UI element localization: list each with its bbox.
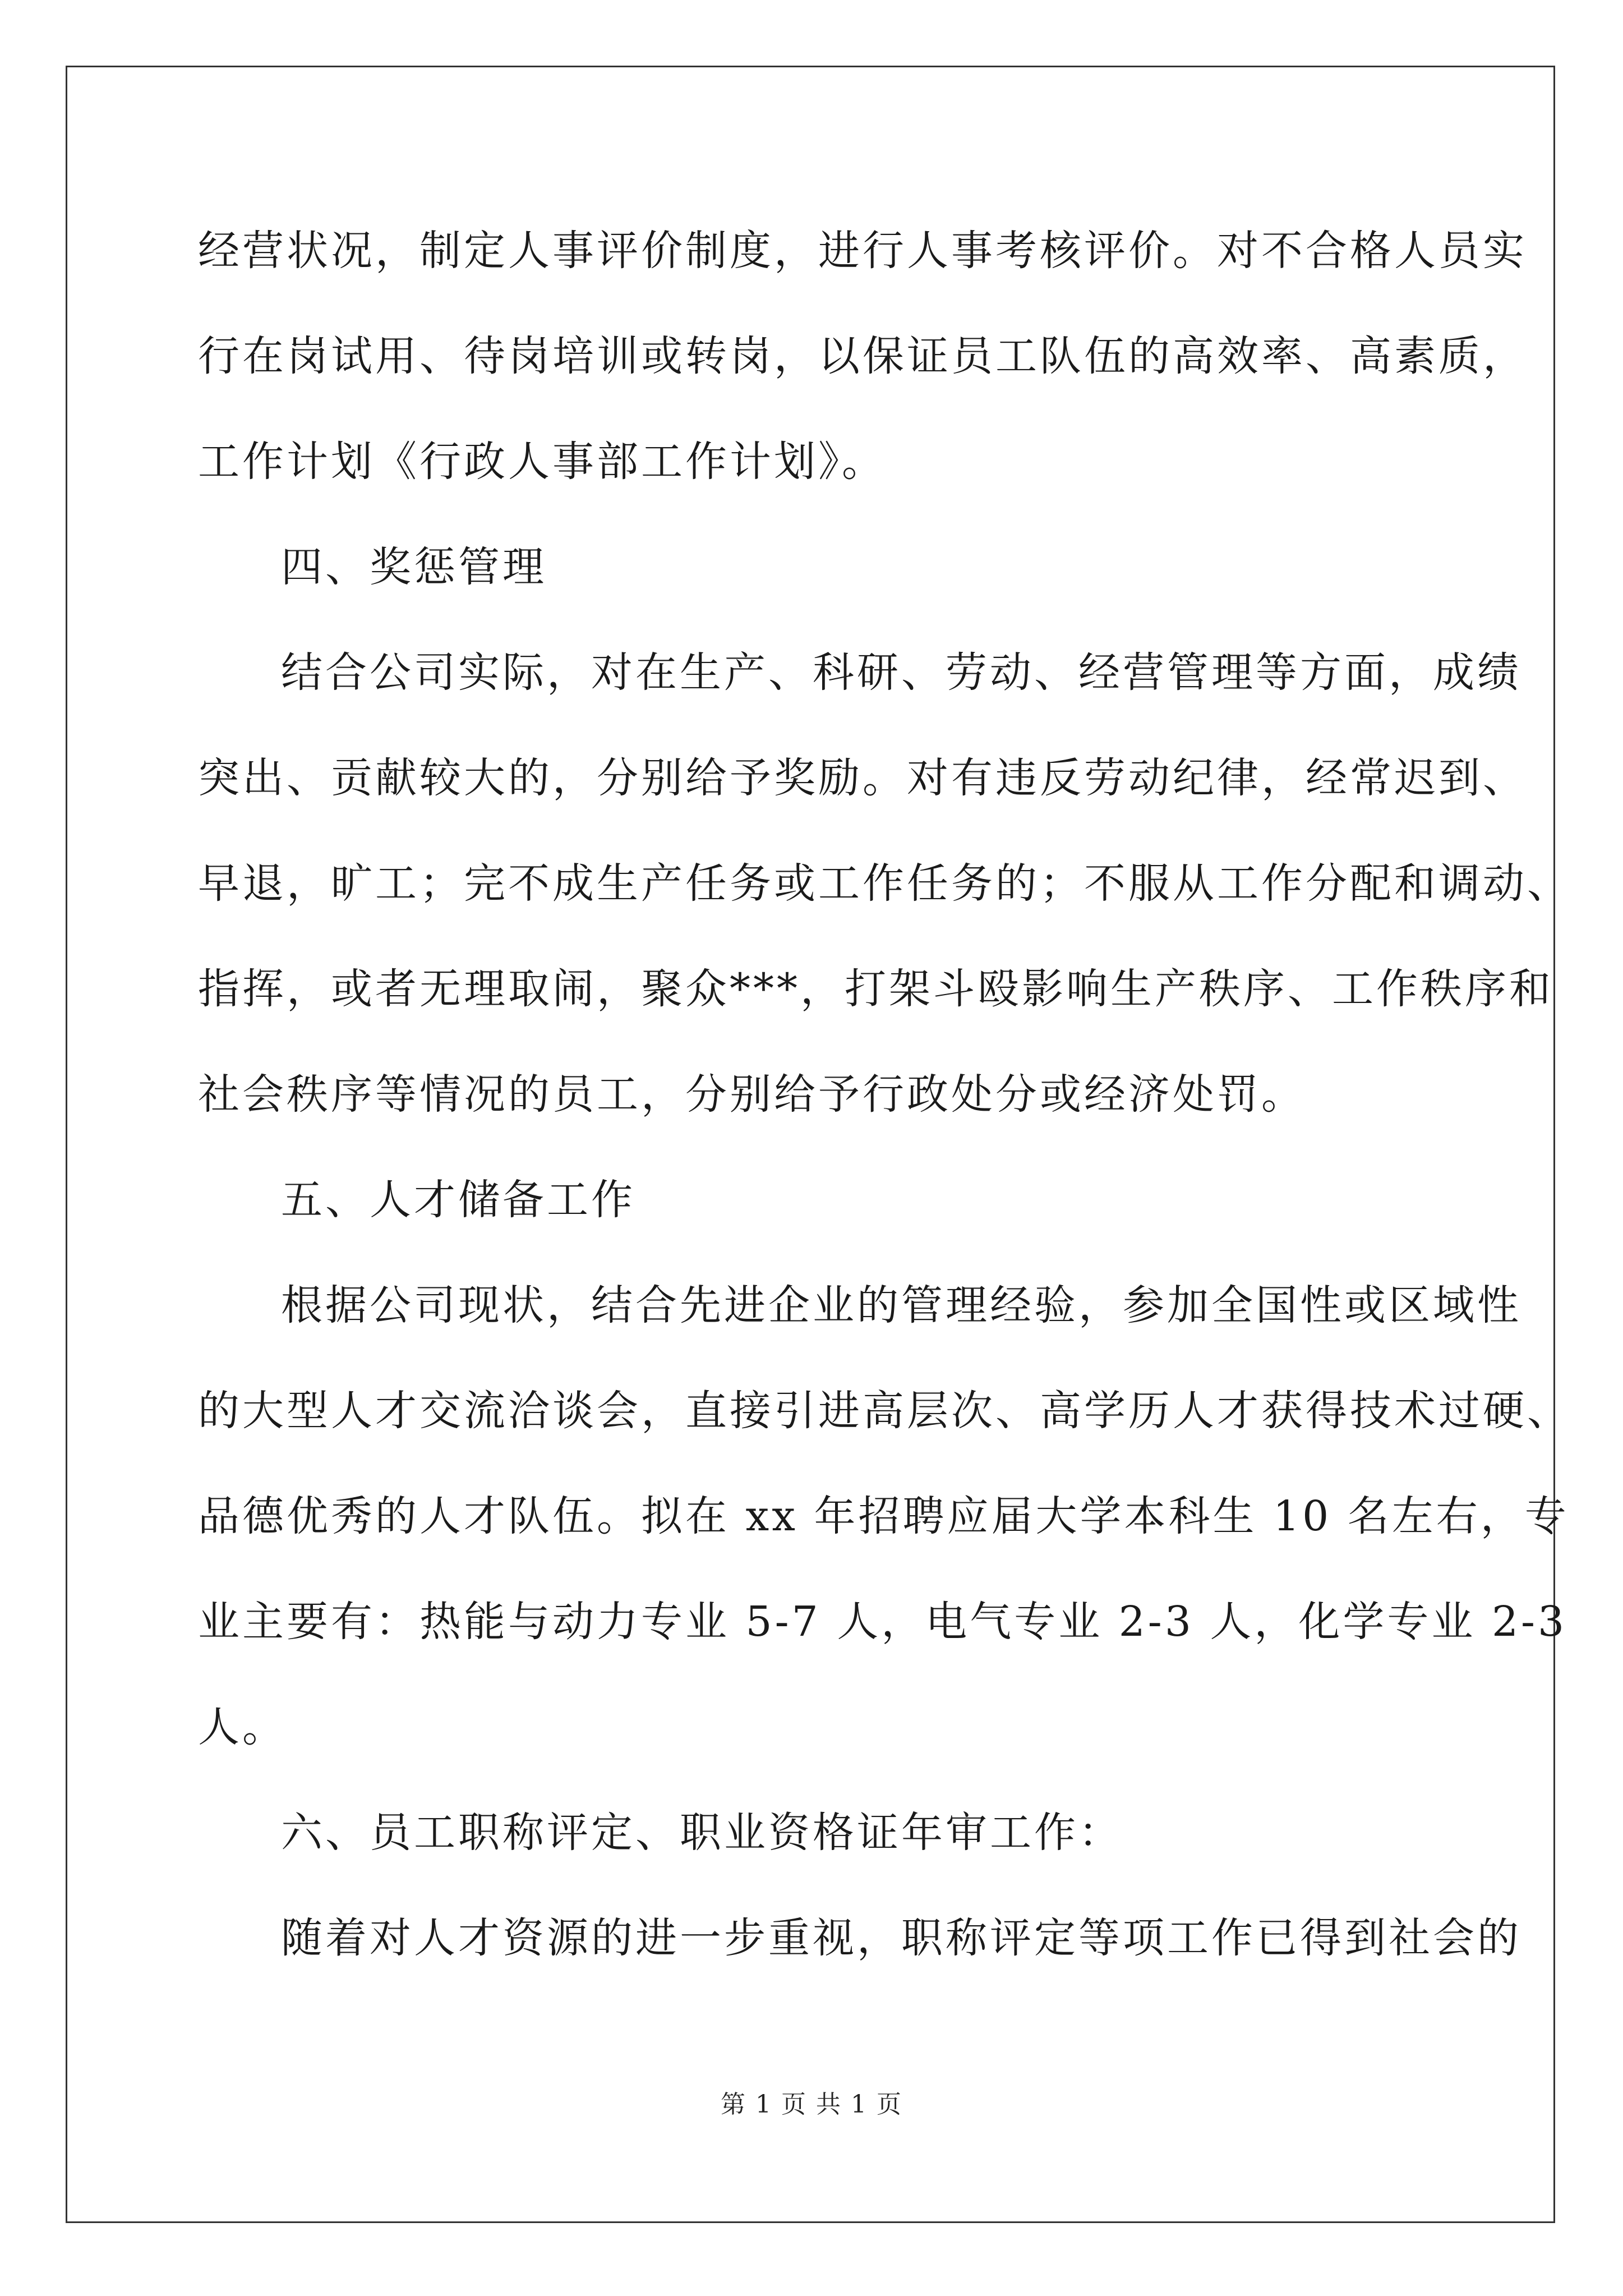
page-number-footer: 第 1 页 共 1 页 <box>721 2090 902 2119</box>
text-line: 突出、贡献较大的，分别给予奖励。对有违反劳动纪律，经常迟到、 <box>198 754 1527 802</box>
text-line: 行在岗试用、待岗培训或转岗，以保证员工队伍的高效率、高素质， <box>198 332 1527 380</box>
text-line: 人。 <box>198 1703 287 1751</box>
section-heading-4: 四、奖惩管理 <box>281 543 547 591</box>
text-line: 根据公司现状，结合先进企业的管理经验，参加全国性或区域性 <box>281 1281 1521 1329</box>
text-line: 的大型人才交流洽谈会，直接引进高层次、高学历人才获得技术过硬、 <box>198 1387 1571 1435</box>
text-line: 经营状况，制定人事评价制度，进行人事考核评价。对不合格人员实 <box>198 227 1527 275</box>
text-line: 社会秩序等情况的员工，分别给予行政处分或经济处罚。 <box>198 1070 1306 1119</box>
text-line: 结合公司实际，对在生产、科研、劳动、经营管理等方面，成绩 <box>281 648 1521 697</box>
text-line: 品德优秀的人才队伍。拟在 xx 年招聘应届大学本科生 10 名左右，专 <box>198 1492 1569 1540</box>
text-line: 随着对人才资源的进一步重视，职称评定等项工作已得到社会的 <box>281 1914 1521 1962</box>
text-line: 工作计划《行政人事部工作计划》。 <box>198 438 886 486</box>
text-line: 指挥，或者无理取闹，聚众***，打架斗殴影响生产秩序、工作秩序和 <box>198 965 1553 1013</box>
text-line: 业主要有：热能与动力专业 5-7 人，电气专业 2-3 人，化学专业 2-3 <box>198 1598 1567 1646</box>
text-line: 早退，旷工；完不成生产任务或工作任务的；不服从工作分配和调动、 <box>198 859 1571 908</box>
section-heading-5: 五、人才储备工作 <box>281 1176 635 1224</box>
section-heading-6: 六、员工职称评定、职业资格证年审工作： <box>281 1809 1123 1857</box>
document-body <box>198 216 1571 2009</box>
